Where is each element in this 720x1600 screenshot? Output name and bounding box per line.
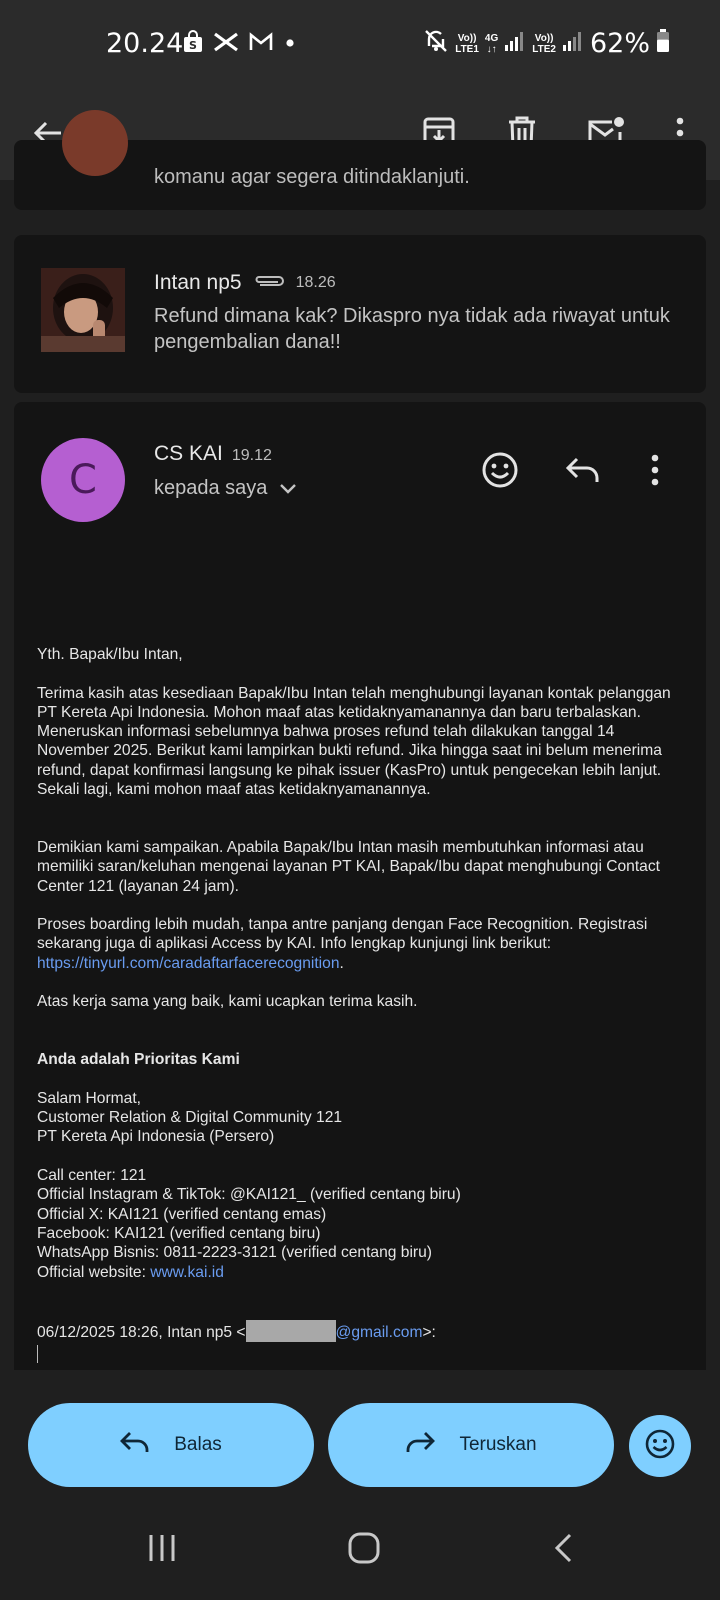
chevron-left-icon [552, 1532, 576, 1569]
body-line: November 2025. Berikut kami lampirkan bukti refund. Jika hingga saat ini belum menerima [37, 742, 662, 760]
data-top: 4G [484, 32, 499, 44]
greeting: Yth. Bapak/Ibu Intan, [37, 646, 183, 663]
contact-line: Official Instagram & TikTok: @KAI121_ (verified centang biru) [37, 1186, 461, 1204]
body-line: memiliki saran/keluhan mengenai layanan PT KAI, Bapak/Ibu dapat menghubungi Contact [37, 858, 660, 876]
message-time: 18.26 [295, 274, 336, 291]
signature-line: Customer Relation & Digital Community 121 [37, 1109, 343, 1127]
sim2-bottom: LTE2 [532, 43, 556, 55]
previous-message-card[interactable] [14, 140, 706, 210]
sender-row [154, 271, 336, 295]
contact-line: Official X: KAI121 (verified centang emas) [37, 1205, 327, 1223]
reply-icon [120, 1430, 150, 1460]
forward-icon [405, 1430, 435, 1460]
message-thread[interactable] [0, 166, 720, 1370]
website-link[interactable]: www.kai.id [150, 1263, 224, 1281]
face-recognition-link[interactable]: https://tinyurl.com/caradaftarfacerecognition [37, 954, 340, 972]
body-line: Sekali lagi, kami mohon maaf atas ketidaknyamanannya. [37, 781, 431, 799]
shopping-bag-icon [182, 31, 204, 53]
body-line: sekarang juga di aplikasi Access by KAI. Info lengkap kunjungi link berikut: [37, 935, 552, 953]
recipient-label: kepada saya [154, 477, 268, 499]
reply-pill-button[interactable] [28, 1403, 314, 1487]
body-line: Proses boarding lebih mudah, tanpa antre panjang dengan Face Recognition. Registrasi [37, 916, 648, 934]
status-time: 20.24 [106, 28, 184, 59]
contact-line: Call center: 121 [37, 1167, 147, 1185]
signal-2-icon [562, 30, 584, 57]
avatar [41, 268, 125, 352]
reply-label: Balas [174, 1434, 222, 1455]
svg-text:S: S [189, 39, 197, 52]
quote-text: 06/12/2025 18:26, Intan np5 < [37, 1324, 246, 1342]
contact-line: Facebook: KAI121 (verified centang biru) [37, 1224, 321, 1242]
body-line: Terima kasih atas kesediaan Bapak/Ibu Intan telah menghubungi layanan kontak pelanggan [37, 684, 671, 702]
quoted-email-link[interactable]: @gmail.com [335, 1324, 423, 1342]
sim2-top: Vo)) [534, 32, 554, 44]
body-paragraph-1 [37, 684, 707, 800]
sim2-label [532, 33, 556, 55]
recipient-details-toggle[interactable] [154, 477, 297, 500]
signature [37, 1089, 707, 1147]
signature-line: PT Kereta Api Indonesia (Persero) [37, 1128, 275, 1146]
app-notification-icon [213, 31, 239, 53]
add-reaction-button[interactable] [475, 447, 525, 497]
more-notifications-dot-icon [283, 31, 297, 53]
body-line: Demikian kami sampaikan. Apabila Bapak/Ibu Intan masih membutuhkan informasi atau [37, 838, 644, 856]
sender-name: Intan np5 [154, 271, 242, 294]
body-line: Meneruskan informasi sebelumnya bahwa proses refund telah dilakukan tanggal 14 [37, 723, 615, 741]
body-paragraph-2 [37, 838, 707, 896]
quote-text: >: [422, 1324, 436, 1342]
react-emoji-button[interactable] [629, 1415, 691, 1477]
text-cursor [37, 1345, 38, 1363]
contact-list [37, 1166, 707, 1282]
message-more-button[interactable] [630, 447, 680, 497]
email-body [37, 645, 707, 1363]
tagline [37, 1050, 707, 1069]
sender-name: CS KAI [154, 442, 223, 465]
recent-apps-icon [147, 1533, 177, 1568]
message-snippet: Refund dimana kak? Dikaspro nya tidak ada riwayat untuk pengembalian dana!! [154, 305, 670, 353]
body-paragraph-4: Atas kerja sama yang baik, kami ucapkan terima kasih. [37, 993, 418, 1011]
reply-icon [565, 455, 601, 490]
body-line: PT Kereta Api Indonesia. Mohon maaf atas ketidaknyamanannya dan baru terbalaskan. [37, 703, 641, 721]
attachment-icon [252, 273, 286, 294]
quoted-header [37, 1320, 707, 1362]
more-vert-icon [650, 454, 660, 491]
contact-line: WhatsApp Bisnis: 0811-2223-3121 (verified centang biru) [37, 1244, 432, 1262]
avatar: C [41, 438, 125, 522]
message-card-cs-kai [14, 402, 706, 1382]
redacted-email [246, 1320, 336, 1342]
action-bar [0, 1370, 720, 1500]
message-snippet: komanu agar segera ditindaklanjuti. [154, 166, 470, 188]
home-button[interactable] [334, 1525, 394, 1575]
status-right [423, 28, 670, 59]
status-bar [0, 0, 720, 90]
home-icon [347, 1531, 381, 1570]
reply-button[interactable] [558, 447, 608, 497]
avatar [62, 110, 128, 176]
sim1-top: Vo)) [457, 32, 477, 44]
data-label [485, 33, 498, 55]
notification-icons [182, 31, 297, 53]
message-time: 19.12 [231, 447, 272, 464]
emoji-icon [481, 451, 519, 494]
body-line: refund, dapat konfirmasi langsung ke pihak issuer (KasPro) untuk pengecekan lebih lanjut. [37, 761, 662, 779]
mute-icon [423, 28, 449, 59]
system-nav-bar [0, 1500, 720, 1600]
system-back-button[interactable] [534, 1525, 594, 1575]
tagline-text: Anda adalah Prioritas Kami [37, 1051, 240, 1069]
emoji-icon [644, 1428, 676, 1465]
battery-icon [656, 29, 670, 58]
chevron-down-icon [279, 477, 297, 500]
sim1-bottom: LTE1 [455, 43, 479, 55]
signature-line: Salam Hormat, [37, 1089, 141, 1107]
forward-label: Teruskan [459, 1434, 537, 1455]
data-bottom: ↓↑ [486, 43, 497, 55]
signal-1-icon [504, 30, 526, 57]
body-line: . [339, 954, 344, 972]
message-card-intan[interactable] [14, 235, 706, 393]
recent-apps-button[interactable] [132, 1525, 192, 1575]
gmail-icon [248, 31, 274, 53]
contact-line: Official website: [37, 1263, 151, 1281]
body-line: Center 121 (layanan 24 jam). [37, 877, 239, 895]
battery-text: 62% [589, 28, 650, 59]
body-paragraph-3 [37, 915, 707, 973]
sim1-label [455, 33, 479, 55]
sender-row [154, 442, 272, 466]
forward-pill-button[interactable] [328, 1403, 614, 1487]
